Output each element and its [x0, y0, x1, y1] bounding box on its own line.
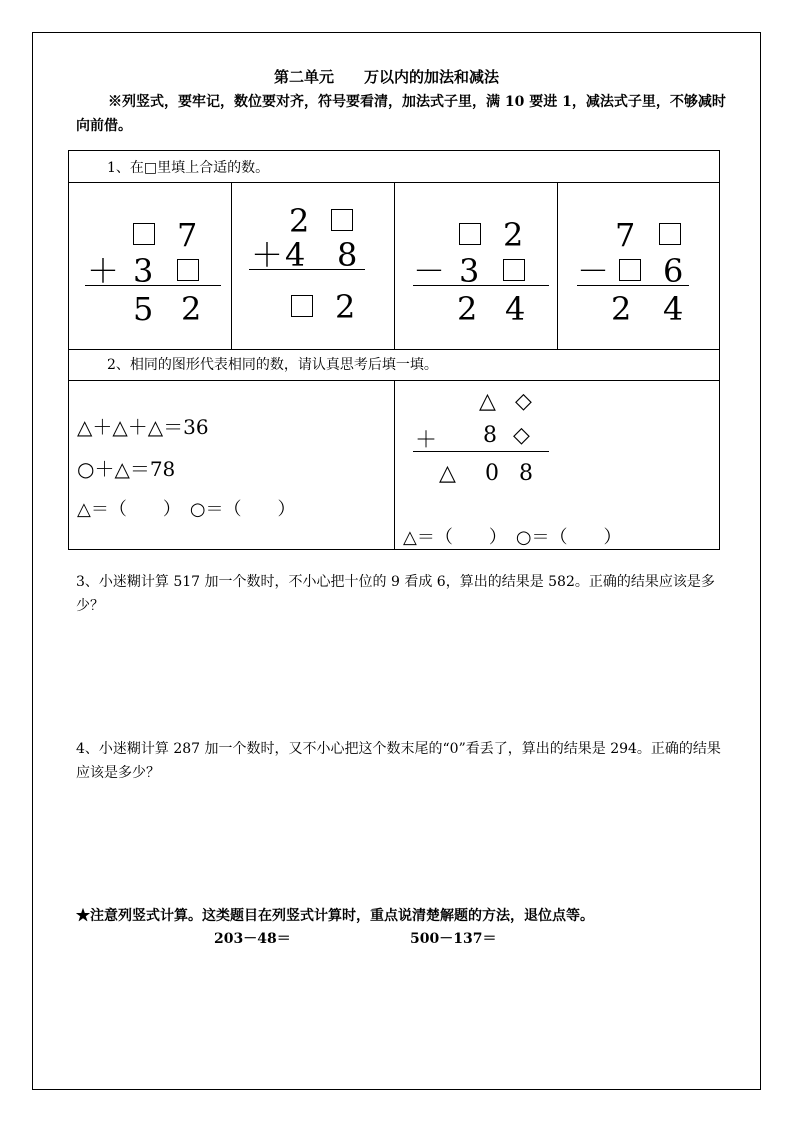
question-3: 3、小迷糊计算 517 加一个数时，不小心把十位的 9 看成 6，算出的结果是 582。正确的结果应该是多少？ — [76, 574, 715, 614]
digit: 2 — [611, 290, 632, 328]
digit: 3 — [459, 252, 480, 290]
digit: 2 — [335, 288, 356, 326]
question-4: 4、小迷糊计算 287 加一个数时，又不小心把这个数末尾的“0”看丢了，算出的结果是 294。正确的结果应该是多少？ — [76, 741, 721, 781]
equation-2: ○＋△＝78 — [77, 457, 176, 481]
digit: 6 — [663, 252, 684, 290]
digit: 5 — [133, 290, 154, 328]
answer-box[interactable] — [177, 259, 199, 281]
answer-box[interactable] — [659, 223, 681, 245]
digit: 4 — [663, 290, 684, 328]
digit: 3 — [133, 252, 154, 290]
difference-line — [577, 285, 689, 286]
digit: 2 — [503, 216, 524, 254]
diamond-shape: ◇ — [515, 389, 532, 414]
plus-sign: ＋ — [251, 236, 284, 274]
triangle-shape: △ — [479, 389, 496, 414]
answer-box[interactable] — [133, 223, 155, 245]
cell-divider — [394, 380, 395, 549]
answer-line: △＝（ ） ○＝（ ） — [77, 499, 296, 520]
sum-line — [413, 451, 549, 452]
question-table — [68, 150, 720, 550]
topic-label: 万以内的加法和减法 — [364, 68, 500, 86]
digit: 4 — [505, 290, 526, 328]
cell-divider — [394, 182, 395, 349]
digit: 2 — [457, 290, 478, 328]
plus-sign: ＋ — [87, 252, 120, 290]
minus-sign: － — [577, 252, 610, 290]
plus-sign: ＋ — [415, 428, 438, 453]
exercise-1: 203－48＝ — [214, 931, 291, 947]
triangle-shape: △ — [439, 461, 456, 486]
calculation-note: ★注意列竖式计算。这类题目在列竖式计算时，重点说清楚解题的方法，退位点等。 — [76, 908, 594, 924]
cell-divider — [557, 182, 558, 349]
rule-text: ※列竖式，要牢记，数位要对齐，符号要看清，加法式子里，满 10 要进 1，减法式子里，不够减时向前借。 — [76, 94, 726, 134]
answer-box[interactable] — [503, 259, 525, 281]
equation-1: △＋△＋△＝36 — [77, 415, 209, 439]
difference-line — [413, 285, 549, 286]
digit: 7 — [615, 216, 636, 254]
unit-label: 第二单元 — [274, 68, 335, 86]
q2-heading: 2、相同的图形代表相同的数，请认真思考后填一填。 — [107, 357, 438, 373]
diamond-shape: ◇ — [513, 423, 530, 448]
table-divider — [69, 349, 719, 350]
digit: 2 — [181, 290, 202, 328]
cell-divider — [231, 182, 232, 349]
digit: 4 — [285, 236, 306, 274]
answer-box[interactable] — [331, 209, 353, 231]
answer-line: △＝（ ） ○＝（ ） — [403, 527, 622, 548]
digit: 8 — [519, 461, 533, 486]
sum-line — [85, 285, 221, 286]
page-title — [274, 66, 499, 87]
answer-box[interactable] — [459, 223, 481, 245]
minus-sign: － — [413, 252, 446, 290]
digit: 2 — [289, 202, 310, 240]
digit: 0 — [485, 461, 499, 486]
digit: 7 — [177, 216, 198, 254]
sum-line — [249, 269, 365, 270]
answer-box[interactable] — [619, 259, 641, 281]
q1-heading: 1、在□里填上合适的数。 — [107, 160, 270, 176]
exercise-2: 500－137＝ — [410, 931, 497, 947]
answer-box[interactable] — [291, 295, 313, 317]
digit: 8 — [483, 423, 497, 448]
digit: 8 — [337, 236, 358, 274]
